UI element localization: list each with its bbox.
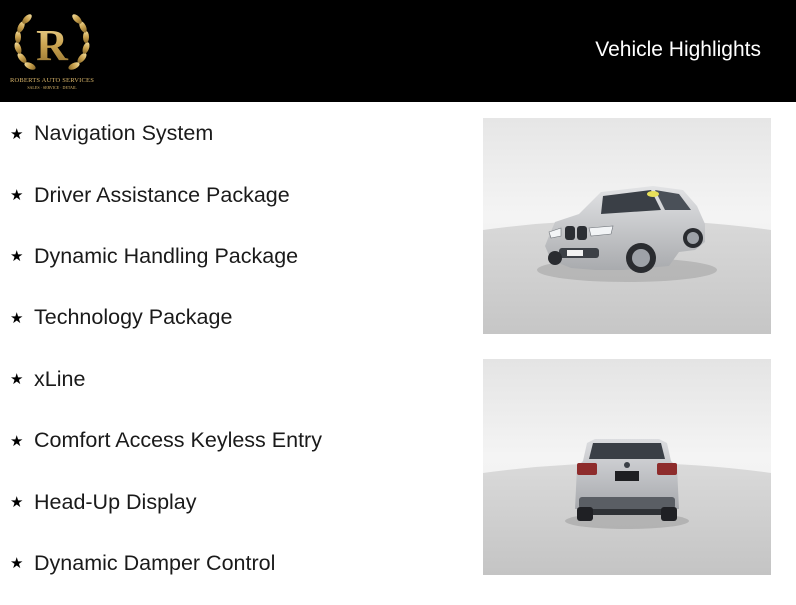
list-item (10, 421, 322, 482)
list-item (10, 482, 322, 543)
feature-label: Head-Up Display (34, 489, 197, 514)
feature-label: Comfort Access Keyless Entry (34, 428, 322, 453)
vehicle-photo-front[interactable] (483, 118, 771, 334)
logo-tagline: SALES · SERVICE · DETAIL (27, 85, 77, 90)
feature-list (10, 114, 322, 605)
vehicle-rear-image (483, 359, 771, 575)
feature-label: xLine (34, 366, 86, 391)
star-bullet-icon: ★ (10, 125, 24, 143)
vehicle-photo-rear[interactable] (483, 359, 771, 575)
list-item (10, 237, 322, 298)
feature-label: Dynamic Damper Control (34, 550, 276, 575)
star-bullet-icon: ★ (10, 309, 24, 327)
feature-label: Driver Assistance Package (34, 182, 290, 207)
list-item (10, 114, 322, 175)
feature-label: Technology Package (34, 305, 233, 330)
star-bullet-icon: ★ (10, 187, 24, 205)
list-item (10, 360, 322, 421)
star-bullet-icon: ★ (10, 248, 24, 266)
dealer-logo[interactable] (8, 8, 96, 94)
star-bullet-icon: ★ (10, 555, 24, 573)
header-bar (0, 0, 796, 102)
vehicle-front-image (483, 118, 771, 334)
list-item (10, 544, 322, 605)
star-bullet-icon: ★ (10, 494, 24, 512)
laurel-r-logo-icon (8, 8, 96, 78)
star-bullet-icon: ★ (10, 371, 24, 389)
list-item (10, 175, 322, 236)
page-title: Vehicle Highlights (595, 38, 761, 61)
list-item (10, 298, 322, 359)
svg-text:R: R (36, 21, 68, 70)
logo-name: ROBERTS AUTO SERVICES (9, 77, 95, 84)
star-bullet-icon: ★ (10, 432, 24, 450)
feature-label: Navigation System (34, 121, 214, 146)
feature-label: Dynamic Handling Package (34, 243, 299, 268)
